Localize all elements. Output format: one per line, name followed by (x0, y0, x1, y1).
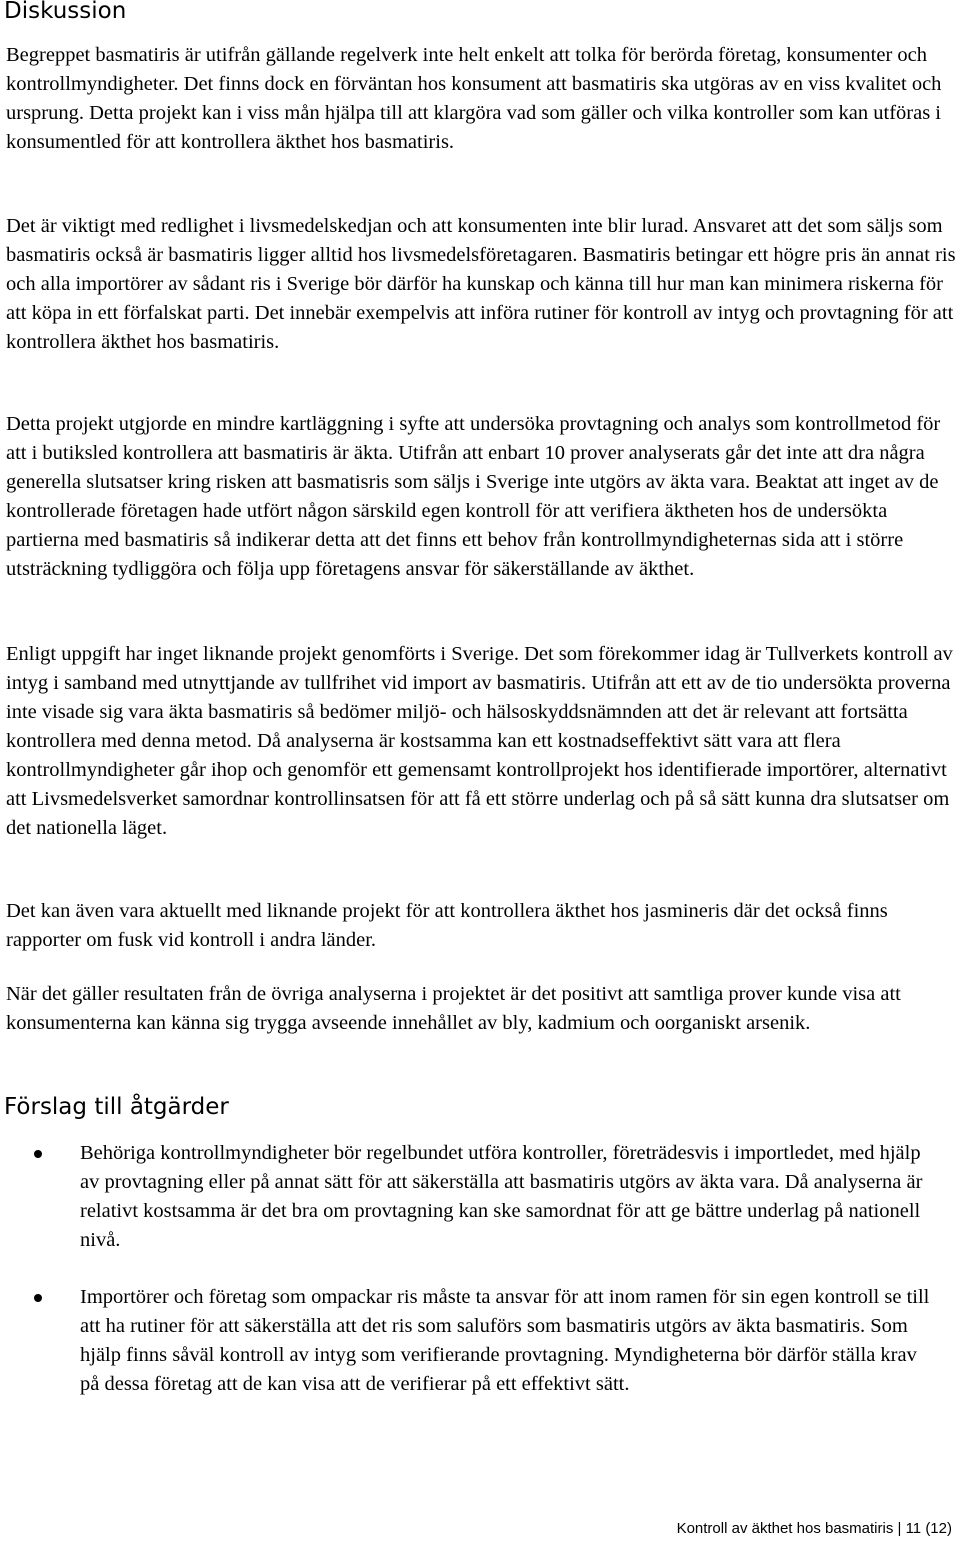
paragraph: Det kan även vara aktuellt med liknande projekt för att kontrollera äkthet hos jasmineris där det också finns rapporter om fusk vid kontroll i andra länder. (6, 900, 888, 951)
bullet-icon (34, 1150, 42, 1158)
section-heading-discussion: Diskussion (4, 0, 127, 24)
section-heading-actions: Förslag till åtgärder (4, 1094, 229, 1120)
paragraph: Det är viktigt med redlighet i livsmedelskedjan och att konsumenten inte blir lurad. Ansvaret att det som säljs som basmatiris också är basmatiris ligger alltid hos livsmedelsföretagaren. Basmatiris betingar ett högre pris än annat ris och alla importörer av sådant ris i Sverige bör därför ha kunskap och känna till hur man kan minimera riskerna för att köpa in ett förfalskat parti. Det innebär exempelvis att införa rutiner för kontroll av intyg och provtagning för att kontrollera äkthet hos basmatiris. (6, 215, 956, 353)
list-item-text: Behöriga kontrollmyndigheter bör regelbundet utföra kontroller, företrädesvis i importledet, med hjälp av provtagning eller på annat sätt för att säkerställa att basmatiris utgörs av äkta vara. Då analyserna är relativt kostsamma är det bra om provtagning kan ske samordnat för att ge bättre underlag på nationell nivå. (80, 1142, 923, 1251)
paragraph: Enligt uppgift har inget liknande projekt genomförts i Sverige. Det som förekommer idag är Tullverkets kontroll av intyg i samband med utnyttjande av tullfrihet vid import av basmatiris. Utifrån att ett av de tio undersökta proverna inte visade sig vara äkta basmatiris så bedömer miljö- och hälsoskyddsnämnden att det är relevant att fortsätta kontrollera med denna metod. Då analyserna är kostsamma kan ett kostnadseffektivt sätt vara att flera kontrollmyndigheter går ihop och genomför ett gemensamt kontrollprojekt hos identifierade importörer, alternativt att Livsmedelsverket samordnar kontrollinsatsen för att få ett större underlag och på så sätt kunna dra slutsatser om det nationella läget. (6, 643, 953, 839)
page-footer: Kontroll av äkthet hos basmatiris | 11 (12) (676, 1520, 952, 1537)
bullet-icon (34, 1294, 42, 1302)
paragraph: Detta projekt utgjorde en mindre kartläggning i syfte att undersöka provtagning och analys som kontrollmetod för att i butiksled kontrollera att basmatiris är äkta. Utifrån att enbart 10 prover analyserats går det inte att dra några generella slutsatser kring risken att basmatisris som säljs i Sverige inte utgörs av äkta vara. Beaktat att inget av de kontrollerade företagen hade utfört någon särskild egen kontroll för att verifiera äktheten hos de undersökta partierna med basmatiris så indikerar detta att det finns ett behov från kontrollmyndigheternas sida att i större utsträckning tydliggöra och följa upp företagens ansvar för säkerställande av äkthet. (6, 413, 941, 580)
paragraph: När det gäller resultaten från de övriga analyserna i projektet är det positivt att samtliga prover kunde visa att konsumenterna kan känna sig trygga avseende innehållet av bly, kadmium och oorganiskt arsenik. (6, 983, 901, 1034)
list-item-text: Importörer och företag som ompackar ris måste ta ansvar för att inom ramen för sin egen kontroll se till att ha rutiner för att säkerställa att det ris som saluförs som basmatiris utgörs av äkta basmatiris. Som hjälp finns såväl kontroll av intyg som verifierande provtagning. Myndigheterna bör därför ställa krav på dessa företag att de kan visa att de verifierar på ett effektivt sätt. (80, 1286, 930, 1395)
paragraph: Begreppet basmatiris är utifrån gällande regelverk inte helt enkelt att tolka för berörda företag, konsumenter och kontrollmyndigheter. Det finns dock en förväntan hos konsument att basmatiris ska utgöras av en viss kvalitet och ursprung. Detta projekt kan i viss mån hjälpa till att klargöra vad som gäller och vilka kontroller som kan utföras i konsumentled för att kontrollera äkthet hos basmatiris. (6, 44, 942, 153)
